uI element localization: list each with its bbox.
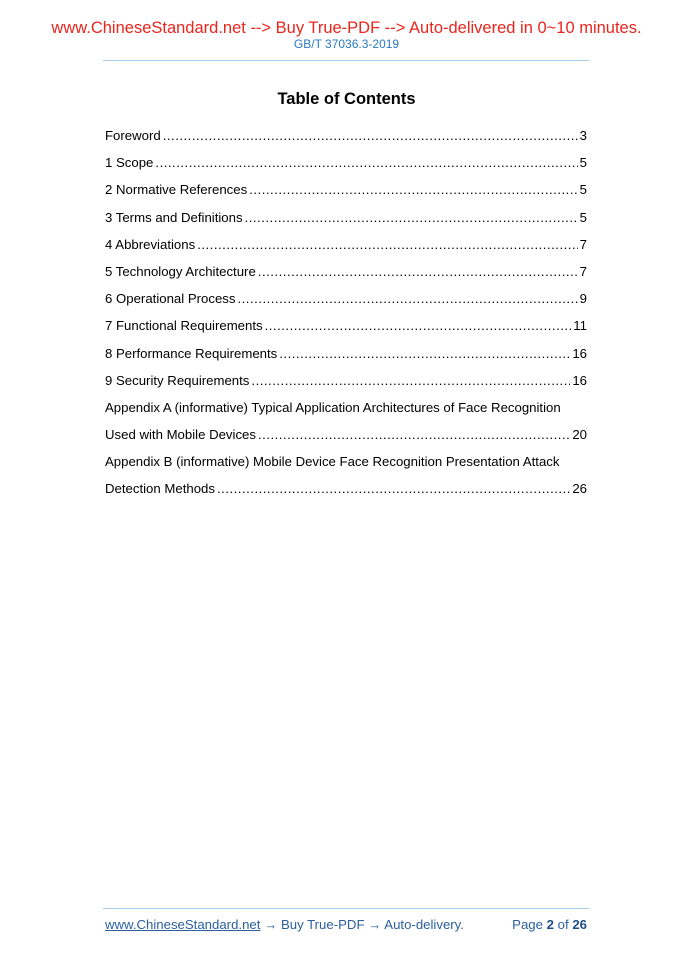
toc-entry-page: 20 bbox=[572, 427, 587, 443]
toc-entry-page: 9 bbox=[579, 291, 587, 307]
page-indicator bbox=[512, 917, 587, 932]
arrow-icon: → bbox=[264, 917, 278, 932]
toc-entry-technology-architecture[interactable] bbox=[105, 258, 587, 285]
dot-leader bbox=[237, 285, 577, 312]
footer bbox=[105, 917, 587, 932]
toc-entry-page: 5 bbox=[579, 182, 587, 198]
toc-entry-label: Detection Methods bbox=[105, 481, 215, 497]
toc-entry-label: 8 Performance Requirements bbox=[105, 345, 278, 361]
toc-entry-label: 5 Technology Architecture bbox=[105, 263, 256, 279]
toc-entry-page: 7 bbox=[579, 263, 587, 279]
dot-leader bbox=[249, 176, 577, 203]
toc-entry-appendix-b-line1[interactable] bbox=[105, 448, 587, 475]
toc-entry-label: 6 Operational Process bbox=[105, 291, 236, 307]
toc-entry-terms-definitions[interactable] bbox=[105, 204, 587, 231]
toc-entry-operational-process[interactable] bbox=[105, 285, 587, 312]
dot-leader bbox=[251, 367, 570, 394]
toc-entry-security-requirements[interactable] bbox=[105, 367, 587, 394]
toc-entry-label: Foreword bbox=[105, 128, 161, 143]
toc-entry-label: 9 Security Requirements bbox=[105, 372, 250, 388]
dot-leader bbox=[217, 475, 570, 502]
toc-entry-page: 16 bbox=[572, 372, 587, 388]
toc-entry-appendix-a[interactable] bbox=[105, 421, 587, 448]
dot-leader bbox=[279, 340, 570, 367]
dot-leader bbox=[245, 204, 578, 231]
header-divider bbox=[103, 60, 589, 61]
toc-entry-page: 5 bbox=[579, 155, 587, 171]
document-number: GB/T 37036.3-2019 bbox=[293, 37, 400, 51]
page-of: of bbox=[557, 917, 569, 932]
toc-entry-appendix-a-line1[interactable] bbox=[105, 394, 587, 421]
toc-entry-page: 11 bbox=[573, 318, 587, 334]
dot-leader bbox=[265, 312, 572, 339]
toc-entry-page: 7 bbox=[579, 236, 587, 252]
toc-entry-foreword[interactable] bbox=[105, 122, 587, 149]
dot-leader bbox=[197, 231, 577, 258]
toc-entry-abbreviations[interactable] bbox=[105, 231, 587, 258]
dot-leader bbox=[258, 421, 570, 448]
page-current: 2 bbox=[546, 917, 554, 932]
toc-entry-performance-requirements[interactable] bbox=[105, 340, 587, 367]
dot-leader bbox=[258, 258, 578, 285]
toc-entry-appendix-b[interactable] bbox=[105, 475, 587, 502]
footer-site-link[interactable]: www.ChineseStandard.net bbox=[105, 917, 261, 932]
toc-entry-page: 3 bbox=[579, 128, 587, 143]
toc-entry-label: Appendix A (informative) Typical Application Architectures of Face Recognition bbox=[105, 399, 561, 415]
toc-title: Table of Contents bbox=[277, 90, 416, 108]
arrow-icon: → bbox=[368, 917, 382, 932]
dot-leader bbox=[155, 149, 577, 176]
toc-entry-page: 16 bbox=[572, 345, 587, 361]
toc-entry-functional-requirements[interactable] bbox=[105, 312, 587, 339]
toc-entry-label: 3 Terms and Definitions bbox=[105, 209, 243, 225]
toc-entry-label: 1 Scope bbox=[105, 155, 154, 171]
footer-delivery-text: Auto-delivery. bbox=[384, 917, 464, 932]
toc-entry-label: 2 Normative References bbox=[105, 182, 248, 198]
toc-entry-label: Appendix B (informative) Mobile Device Face Recognition Presentation Attack bbox=[105, 454, 560, 470]
toc-entry-normative-references[interactable] bbox=[105, 176, 587, 203]
toc-entry-label: 7 Functional Requirements bbox=[105, 318, 263, 334]
table-of-contents bbox=[105, 122, 587, 503]
toc-entry-page: 5 bbox=[579, 209, 587, 225]
toc-entry-label: 4 Abbreviations bbox=[105, 236, 196, 252]
page-label: Page bbox=[512, 917, 543, 932]
header-banner[interactable]: www.ChineseStandard.net --> Buy True-PDF --> Auto-delivered in 0~10 minutes. bbox=[51, 19, 642, 37]
toc-entry-scope[interactable] bbox=[105, 149, 587, 176]
toc-entry-page: 26 bbox=[572, 481, 587, 497]
footer-links bbox=[105, 917, 464, 932]
footer-divider bbox=[103, 908, 589, 909]
dot-leader bbox=[163, 122, 578, 149]
toc-entry-label: Used with Mobile Devices bbox=[105, 427, 256, 443]
page-total: 26 bbox=[572, 917, 587, 932]
footer-buy-text: Buy True-PDF bbox=[280, 917, 365, 932]
